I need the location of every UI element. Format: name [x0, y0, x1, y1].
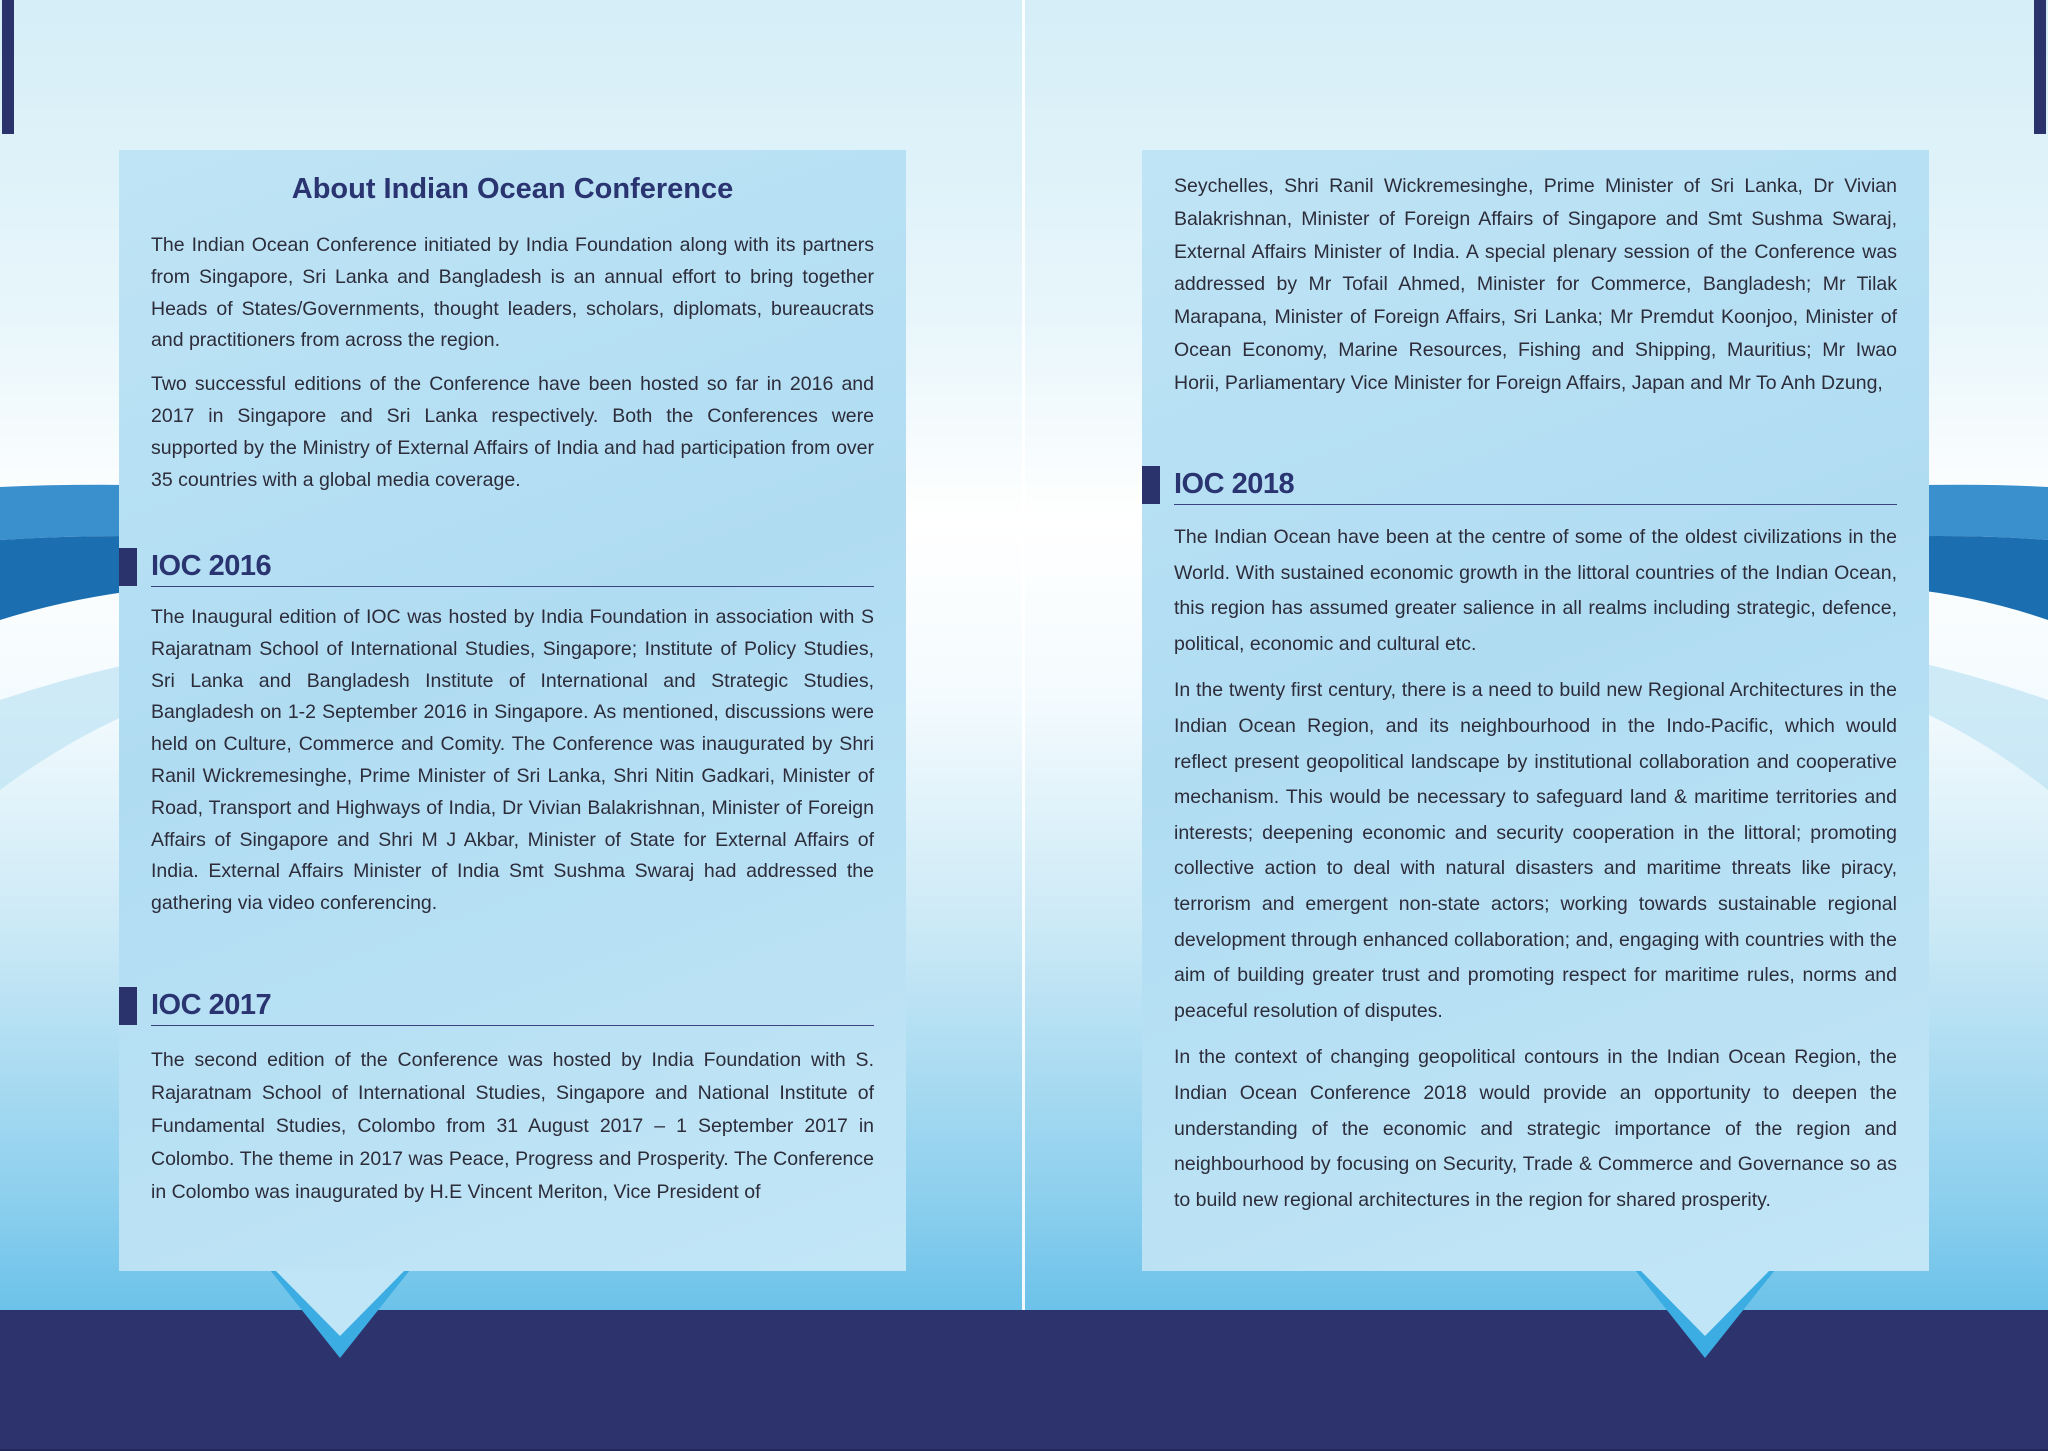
ioc-2016-heading [119, 548, 874, 586]
intro-paragraph-1: The Indian Ocean Conference initiated by India Foundation along with its partners from Singapore, Sri Lanka and Bangladesh is an annual effort to bring together Heads of States/Governments, thought leaders, scholars, diplomats, bureaucrats and practitioners from across the region. [151, 234, 874, 352]
ioc-2016-section [151, 602, 874, 920]
intro-paragraph-2: Two successful editions of the Conference have been hosted so far in 2016 and 2017 in Singapore and Sri Lanka respectively. Both the Conferences were supported by the Ministry of External Affairs of India and had participation from over 35 countries with a global media coverage. [151, 373, 874, 491]
section-rule [1174, 504, 1897, 506]
ioc-2018-heading [1142, 466, 1897, 504]
left-content-card [119, 150, 906, 1271]
ioc-2018-paragraph-2: In the twenty first century, there is a need to build new Regional Architectures in the Indian Ocean Region, and its neighbourhood in the Indo-Pacific, which would reflect present geopolitical landscape by institutional collaboration and cooperative mechanism. This would be necessary to safeguard land & maritime territories and interests; deepening economic and security cooperation in the littoral; promoting collective action to deal with natural disasters and maritime threats like piracy, terrorism and emergent non-state actors; working towards sustainable regional development through enhanced collaboration; and, engaging with countries with the aim of building greater trust and promoting respect for maritime rules, norms and peaceful resolution of disputes. [1174, 679, 1897, 1022]
ioc-2016-text: The Inaugural edition of IOC was hosted by India Foundation in association with S Rajaratnam School of International Studies, Singapore; Institute of Policy Studies, Sri Lanka and Bangladesh Institute of International and Strategic Studies, Bangladesh on 1-2 September 2016 in Singapore. As mentioned, discussions were held on Culture, Commerce and Comity. The Conference was inaugurated by Shri Ranil Wickremesinghe, Prime Minister of Sri Lanka, Shri Nitin Gadkari, Minister of Road, Transport and Highways of India, Dr Vivian Balakrishnan, Minister of Foreign Affairs of Singapore and Shri M J Akbar, Minister of State for External Affairs of India. External Affairs Minister of India Smt Sushma Swaraj had addressed the gathering via video conferencing. [151, 606, 874, 915]
ioc-2018-section [1174, 520, 1897, 1218]
section-title: IOC 2018 [1174, 468, 1295, 500]
section-title: IOC 2016 [151, 550, 272, 582]
ioc-2017-section [151, 1044, 874, 1209]
right-card-pointer [1620, 1270, 1800, 1370]
section-marker [119, 548, 137, 586]
section-marker [119, 987, 137, 1025]
right-content-card [1142, 150, 1929, 1271]
section-rule [151, 1025, 874, 1027]
right-edge-bar [2034, 0, 2046, 134]
section-marker [1142, 466, 1160, 504]
continuation-section [1174, 170, 1897, 400]
ioc-2017-text: The second edition of the Conference was hosted by India Foundation with S. Rajaratnam School of International Studies, Singapore and National Institute of Fundamental Studies, Colombo from 31 August 2017 – 1 September 2017 in Colombo. The theme in 2017 was Peace, Progress and Prosperity. The Conference in Colombo was inaugurated by H.E Vincent Meriton, Vice President of [151, 1049, 874, 1203]
ioc-2017-heading [119, 987, 874, 1025]
ioc-2018-paragraph-3: In the context of changing geopolitical contours in the Indian Ocean Region, the Indian Ocean Conference 2018 would provide an opportunity to deepen the understanding of the economic and strategic importance of the region and neighbourhood by focusing on Security, Trade & Commerce and Governance so as to build new regional architectures in the region for shared prosperity. [1174, 1046, 1897, 1211]
section-rule [151, 586, 874, 588]
section-title: IOC 2017 [151, 989, 272, 1021]
continuation-text: Seychelles, Shri Ranil Wickremesinghe, Prime Minister of Sri Lanka, Dr Vivian Balakrishnan, Minister of Foreign Affairs of Singapore and Smt Sushma Swaraj, External Affairs Minister of India. A special plenary session of the Conference was addressed by Mr Tofail Ahmed, Minister for Commerce, Bangladesh; Mr Tilak Marapana, Minister of Foreign Affairs, Sri Lanka; Mr Premdut Koonjoo, Minister of Ocean Economy, Marine Resources, Fishing and Shipping, Mauritius; Mr Iwao Horii, Parliamentary Vice Minister for Foreign Affairs, Japan and Mr To Anh Dzung, [1174, 175, 1897, 394]
left-edge-bar [2, 0, 14, 134]
intro-section [151, 230, 874, 496]
page-spine [1022, 0, 1025, 1310]
page-title: About Indian Ocean Conference [291, 173, 734, 205]
left-card-pointer [255, 1270, 435, 1370]
ioc-2018-paragraph-1: The Indian Ocean have been at the centre of some of the oldest civilizations in the World. With sustained economic growth in the littoral countries of the Indian Ocean, this region has assumed greater salience in all realms including strategic, defence, political, economic and cultural etc. [1174, 526, 1897, 655]
